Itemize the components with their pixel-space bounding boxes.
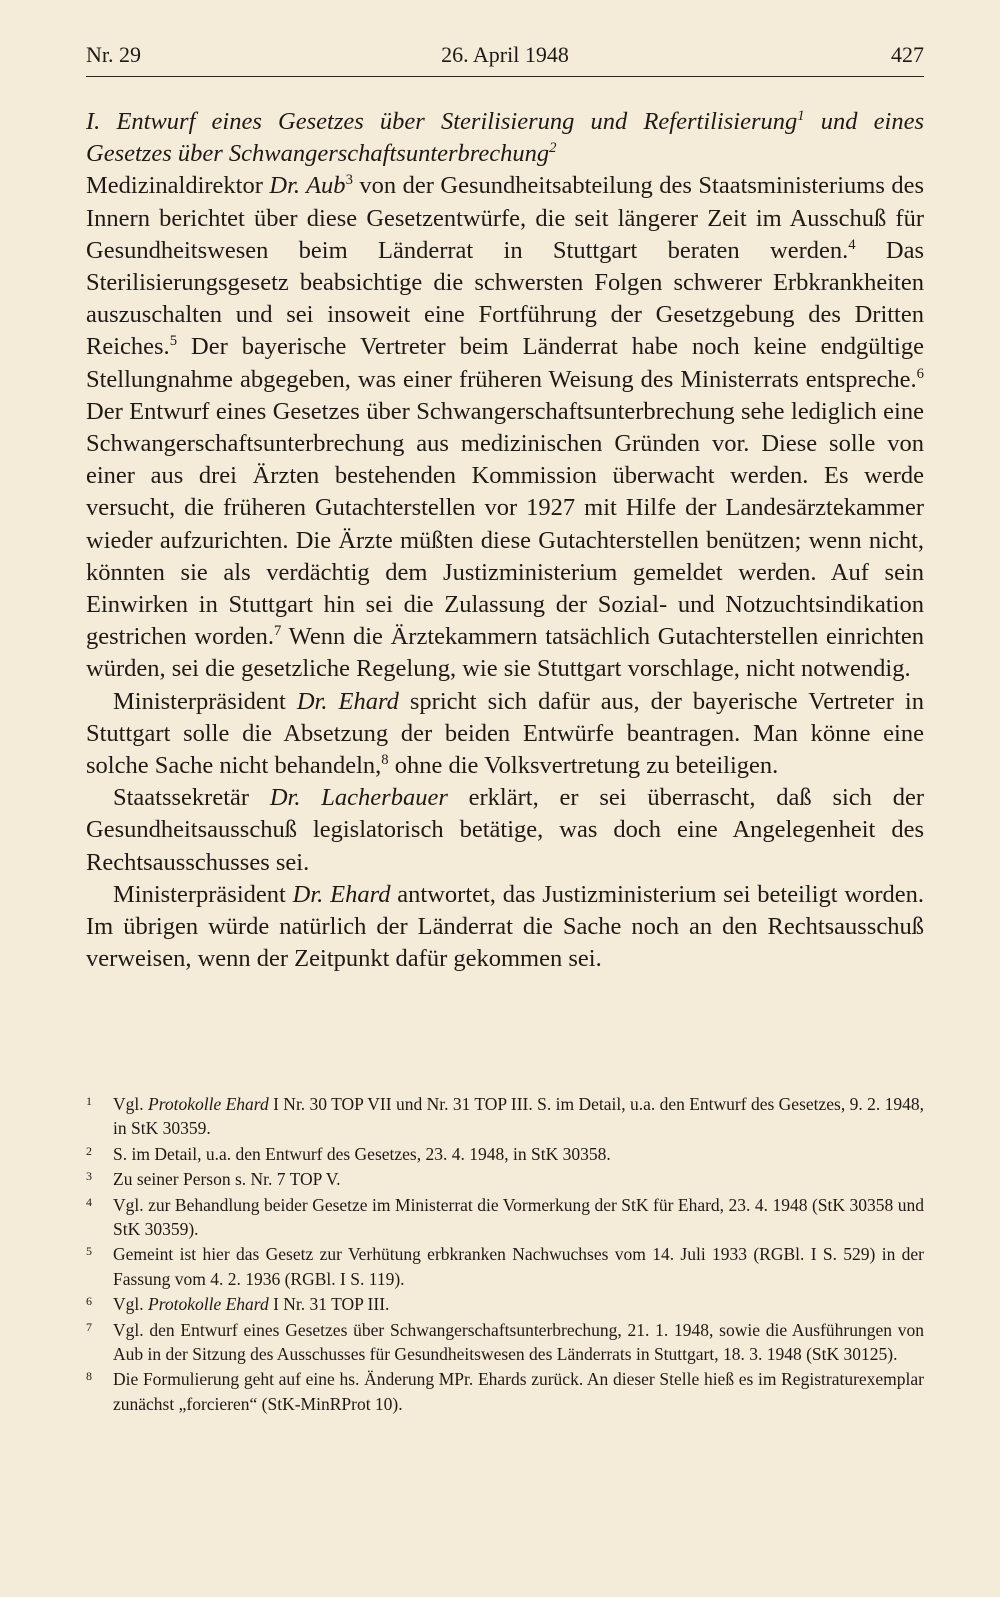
footnote-3 <box>86 1167 924 1191</box>
heading-part-1: I. Entwurf eines Gesetzes über Sterilisierung und Refertilisierung <box>86 108 798 135</box>
section-heading <box>86 106 924 170</box>
text-run: Staatssekretär <box>113 784 270 812</box>
speaker-name: Dr. Aub <box>269 172 346 200</box>
text-run: Das Sterilisierungsgesetz beabsichtige die schwersten Folgen schwerer Erbkrankheiten auszuschalten und sei insoweit eine Fortführung der Gesetzgebung des Dritten Reiches. <box>86 236 924 361</box>
heading-part-2: und eines Gesetzes über Schwangerschaftsunterbrechung <box>86 108 924 168</box>
main-text <box>86 106 924 975</box>
cited-work: Protokolle Ehard <box>148 1094 269 1114</box>
text-run: spricht sich dafür aus, der bayerische Vertreter in Stuttgart solle die Absetzung der beiden Entwürfe beantragen. Man könne eine solche Sache nicht behandeln, <box>86 687 924 780</box>
footnote-number: 7 <box>86 1319 92 1334</box>
footnote-ref[interactable]: 2 <box>549 140 557 157</box>
footnote-1 <box>86 1092 924 1141</box>
footnote-number: 2 <box>86 1143 92 1158</box>
footnote-number: 5 <box>86 1244 92 1259</box>
paragraph-aub-report <box>86 170 924 685</box>
speaker-name: Dr. Lacherbauer <box>269 784 448 812</box>
text-run: I Nr. 31 TOP III. <box>268 1294 390 1315</box>
footnote-4 <box>86 1193 924 1242</box>
footnote-ref[interactable]: 6 <box>916 365 924 382</box>
cited-work: Protokolle Ehard <box>148 1294 269 1315</box>
footnote-text: S. im Detail, u.a. den Entwurf des Gesetzes, 23. 4. 1948, in StK 30358. <box>113 1143 611 1164</box>
document-number: Nr. 29 <box>86 42 141 67</box>
footnote-text: Zu seiner Person s. Nr. 7 TOP V. <box>113 1169 341 1190</box>
text-run: antwortet, das Justizministerium sei beteiligt worden. Im übrigen würde natürlich der Länderrat die Sache noch an den Rechtsausschuß verweisen, wenn der Zeitpunkt dafür gekommen sei. <box>86 880 925 973</box>
text-run: Der bayerische Vertreter beim Länderrat habe noch keine endgültige Stellungnahme abgegeben, was einer früheren Weisung des Ministerrats entspreche. <box>86 333 924 393</box>
footnotes <box>86 1092 924 1417</box>
footnote-number: 8 <box>86 1369 92 1384</box>
text-run: Der Entwurf eines Gesetzes über Schwangerschaftsunterbrechung sehe lediglich eine Schwangerschaftsunterbrechung aus medizinischen Gründen vor. Diese solle von einer aus drei Ärzten bestehenden Kommission überwacht werden. Es werde versucht, die früheren Gutachterstellen vor 1927 mit Hilfe der Landesärztekammer wieder aufzurichten. Die Ärzte müßten diese Gutachterstellen benützen; wenn nicht, könnten sie als verdächtig dem Justizministerium gemeldet werden. Auf sein Einwirken in Stuttgart hin sei die Zulassung der Sozial- und Notzuchtsindikation gestrichen worden. <box>86 397 924 651</box>
footnote-ref[interactable]: 7 <box>274 623 282 640</box>
footnote-text: Vgl. den Entwurf eines Gesetzes über Schwangerschaftsunterbrechung, 21. 1. 1948, sowie die Ausführungen von Aub in der Sitzung des Ausschusses für Gesundheitswesen des Länderrats in Stuttgart, 18. 3. 1948 (StK 30125). <box>113 1319 924 1365</box>
footnote-2 <box>86 1142 924 1166</box>
footnote-ref[interactable]: 3 <box>345 172 353 189</box>
text-run: von der Gesundheitsabteilung des Staatsministeriums des Innern berichtet über diese Gesetzentwürfe, die seit längerer Zeit im Ausschuß für Gesundheitswesen beim Länderrat in Stuttgart beraten werden. <box>86 172 925 264</box>
footnote-5 <box>86 1242 924 1291</box>
running-header <box>86 42 924 76</box>
footnote-number: 6 <box>86 1294 92 1309</box>
header-rule <box>86 76 924 77</box>
footnote-ref[interactable]: 1 <box>797 108 805 125</box>
footnote-number: 1 <box>86 1094 92 1108</box>
text-run: Medizinaldirektor <box>86 172 270 200</box>
speaker-name: Dr. Ehard <box>296 687 399 715</box>
footnote-ref[interactable]: 4 <box>848 237 856 253</box>
footnote-ref[interactable]: 5 <box>169 333 178 350</box>
text-run: Vgl. <box>113 1094 149 1114</box>
footnote-text: Vgl. zur Behandlung beider Gesetze im Ministerrat die Vormerkung der StK für Ehard, 23. 4. 1948 (StK 30358 und StK 30359). <box>113 1194 924 1240</box>
text-run: erklärt, er sei überrascht, daß sich der Gesundheitsausschuß legislatorisch betätige, was doch eine Angelegenheit des Rechtsausschusses sei. <box>86 784 924 876</box>
text-run: Ministerpräsident <box>113 880 293 908</box>
footnote-6 <box>86 1292 924 1316</box>
text-run: I Nr. 30 TOP VII und Nr. 31 TOP III. S. im Detail, u.a. den Entwurf des Gesetzes, 9. 2. 1948, in StK 30359. <box>113 1094 924 1139</box>
footnote-number: 3 <box>86 1169 92 1184</box>
footnote-8 <box>86 1367 924 1416</box>
paragraph-lacherbauer-statement <box>86 782 924 879</box>
footnote-text: Gemeint ist hier das Gesetz zur Verhütung erbkranken Nachwuchses vom 14. Juli 1933 (RGBl. I S. 529) in der Fassung vom 4. 2. 1936 (RGBl. I S. 119). <box>113 1244 924 1289</box>
text-run: Vgl. <box>113 1294 148 1315</box>
text-run: Ministerpräsident <box>113 687 297 715</box>
paragraph-ehard-reply <box>86 879 924 976</box>
page-number: 427 <box>891 42 924 67</box>
paragraph-ehard-statement <box>86 686 924 783</box>
session-date: 26. April 1948 <box>441 42 569 67</box>
text-run: Wenn die Ärztekammern tatsächlich Gutachterstellen einrichten würden, sei die gesetzliche Regelung, wie sie Stuttgart vorschlage, nicht notwendig. <box>86 623 925 683</box>
footnote-text: Die Formulierung geht auf eine hs. Änderung MPr. Ehards zurück. An dieser Stelle hieß es im Registraturexemplar zunächst „forcieren“ (StK-MinRProt 10). <box>113 1369 924 1414</box>
text-run: ohne die Volksvertretung zu beteiligen. <box>388 752 779 780</box>
footnote-7 <box>86 1318 924 1367</box>
footnote-ref[interactable]: 8 <box>381 752 389 769</box>
footnote-number: 4 <box>86 1194 92 1209</box>
speaker-name: Dr. Ehard <box>292 880 391 908</box>
